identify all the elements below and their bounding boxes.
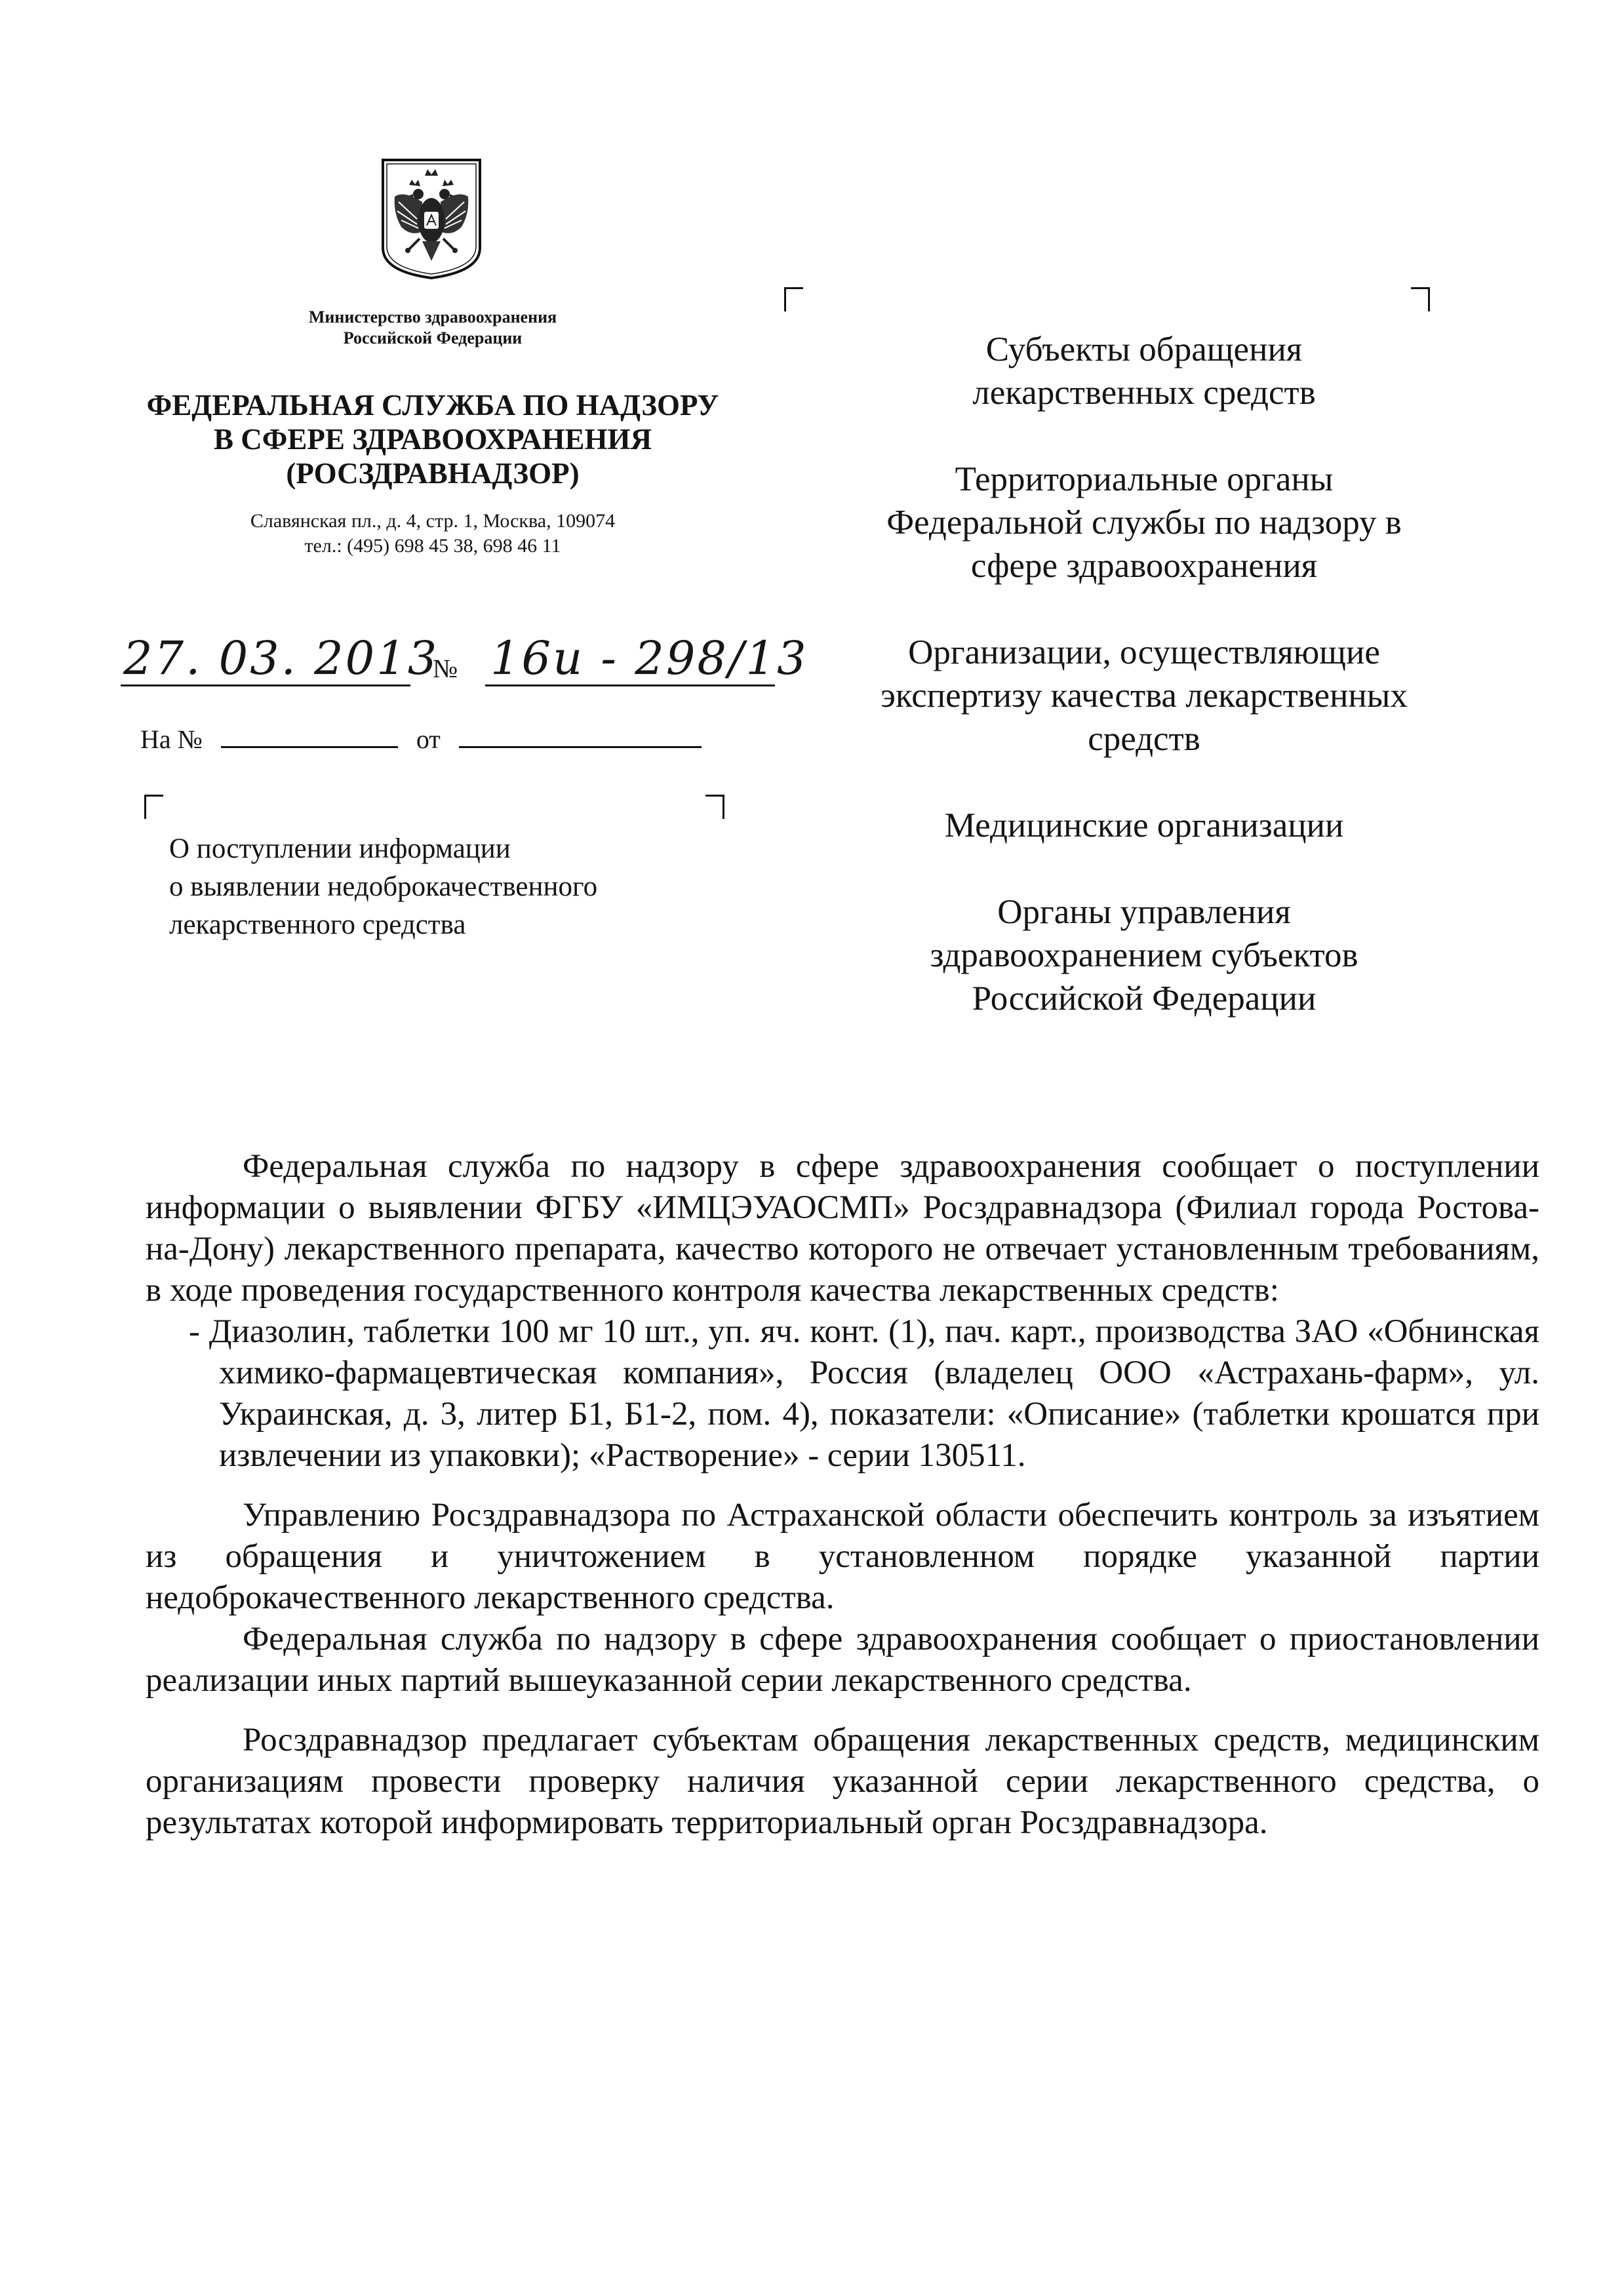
coat-of-arms-icon: [379, 156, 484, 281]
service-line: (РОСЗДРАВНАДЗОР): [286, 457, 580, 490]
address-bracket-right: [1411, 287, 1430, 311]
number-underline: [485, 684, 775, 686]
reply-date-blank: [459, 728, 702, 748]
body-paragraph: Росздравнадзор предлагает субъектам обращения лекарственных средств, медицинским организациям провести проверку наличия указанной серии лекарственного средства, о результатах которой информировать территориальный орган Росздравнадзора.: [146, 1722, 1539, 1841]
subject-bracket-right: [705, 795, 724, 819]
recipient: [813, 328, 1475, 414]
reply-to-label: На №: [140, 724, 203, 754]
ministry-line: Российской Федерации: [343, 328, 523, 347]
service-line: В СФЕРЕ ЗДРАВООХРАНЕНИЯ: [213, 423, 652, 456]
recipient-line: лекарственных средств: [972, 374, 1316, 412]
reply-from-label: от: [416, 724, 441, 754]
recipients-block: [813, 328, 1475, 1020]
recipient-line: средств: [1088, 720, 1200, 758]
document-number: 16и - 298/13: [490, 631, 808, 685]
phone-line: тел.: (495) 698 45 38, 698 46 11: [304, 535, 561, 557]
recipient: [813, 458, 1475, 587]
reply-reference: [140, 724, 702, 755]
recipient-line: экспертизу качества лекарственных: [881, 677, 1408, 715]
recipient-line: здравоохранением субъектов: [930, 936, 1358, 974]
subject-line: о выявлении недоброкачественного: [169, 871, 598, 902]
body-paragraph: Федеральная служба по надзору в сфере здравоохранения сообщает о приостановлении реализации иных партий вышеуказанной серии лекарственного средства.: [146, 1621, 1539, 1699]
address-bracket-left: [784, 287, 803, 311]
recipient-line: Медицинские организации: [944, 806, 1344, 844]
recipient-line: Федеральной службы по надзору в: [886, 504, 1402, 542]
letter-body: [146, 1146, 1539, 1844]
subject-line: О поступлении информации: [169, 833, 511, 864]
subject-bracket-left: [144, 795, 163, 819]
recipient-line: сфере здравоохранения: [970, 547, 1318, 585]
body-paragraph: Федеральная служба по надзору в сфере здравоохранения сообщает о поступлении информации о выявлении ФГБУ «ИМЦЭУАОСМП» Росздравнадзора (Филиал города Ростова-на-Дону) лекарственного препарата, качество которого не отвечает установленным требованиям, в ходе проведения государственного контроля качества лекарственных средств:: [146, 1148, 1539, 1309]
recipient-line: Российской Федерации: [972, 980, 1317, 1018]
address-line: Славянская пл., д. 4, стр. 1, Москва, 109074: [250, 510, 616, 532]
service-line: ФЕДЕРАЛЬНАЯ СЛУЖБА ПО НАДЗОРУ: [146, 389, 719, 422]
body-paragraph: Управлению Росздравнадзора по Астраханской области обеспечить контроль за изъятием из обращения и уничтожением в установленном порядке указанной партии недоброкачественного лекарственного средства.: [146, 1497, 1539, 1616]
document-number-label: №: [433, 654, 458, 683]
document-date: 27. 03. 2013: [123, 631, 439, 685]
recipient-line: Органы управления: [997, 893, 1291, 931]
service-address: [197, 509, 669, 559]
ministry-line: Министерство здравоохранения: [308, 307, 557, 327]
service-name: [105, 388, 761, 490]
recipient-line: Организации, осуществляющие: [908, 633, 1380, 671]
subject-line: лекарственного средства: [169, 909, 466, 940]
recipient: [813, 890, 1475, 1020]
defect-item: - Диазолин, таблетки 100 мг 10 шт., уп. яч. конт. (1), пач. карт., производства ЗАО «Обнинская химико-фармацевтическая компания», Россия (владелец ООО «Астрахань-фарм», ул. Украинская, д. 3, литер Б1, Б1-2, пом. 4), показатели: «Описание» (таблетки крошатся при извлечении из упаковки); «Растворение» - серии 130511.: [189, 1313, 1539, 1474]
subject: [169, 830, 799, 944]
recipient: [813, 631, 1475, 761]
reply-number-blank: [221, 728, 398, 748]
recipient-line: Субъекты обращения: [985, 330, 1303, 368]
recipient-line: Территориальные органы: [955, 460, 1334, 498]
date-underline: [121, 684, 410, 686]
ministry-name: [236, 307, 629, 349]
recipient: [813, 804, 1475, 847]
